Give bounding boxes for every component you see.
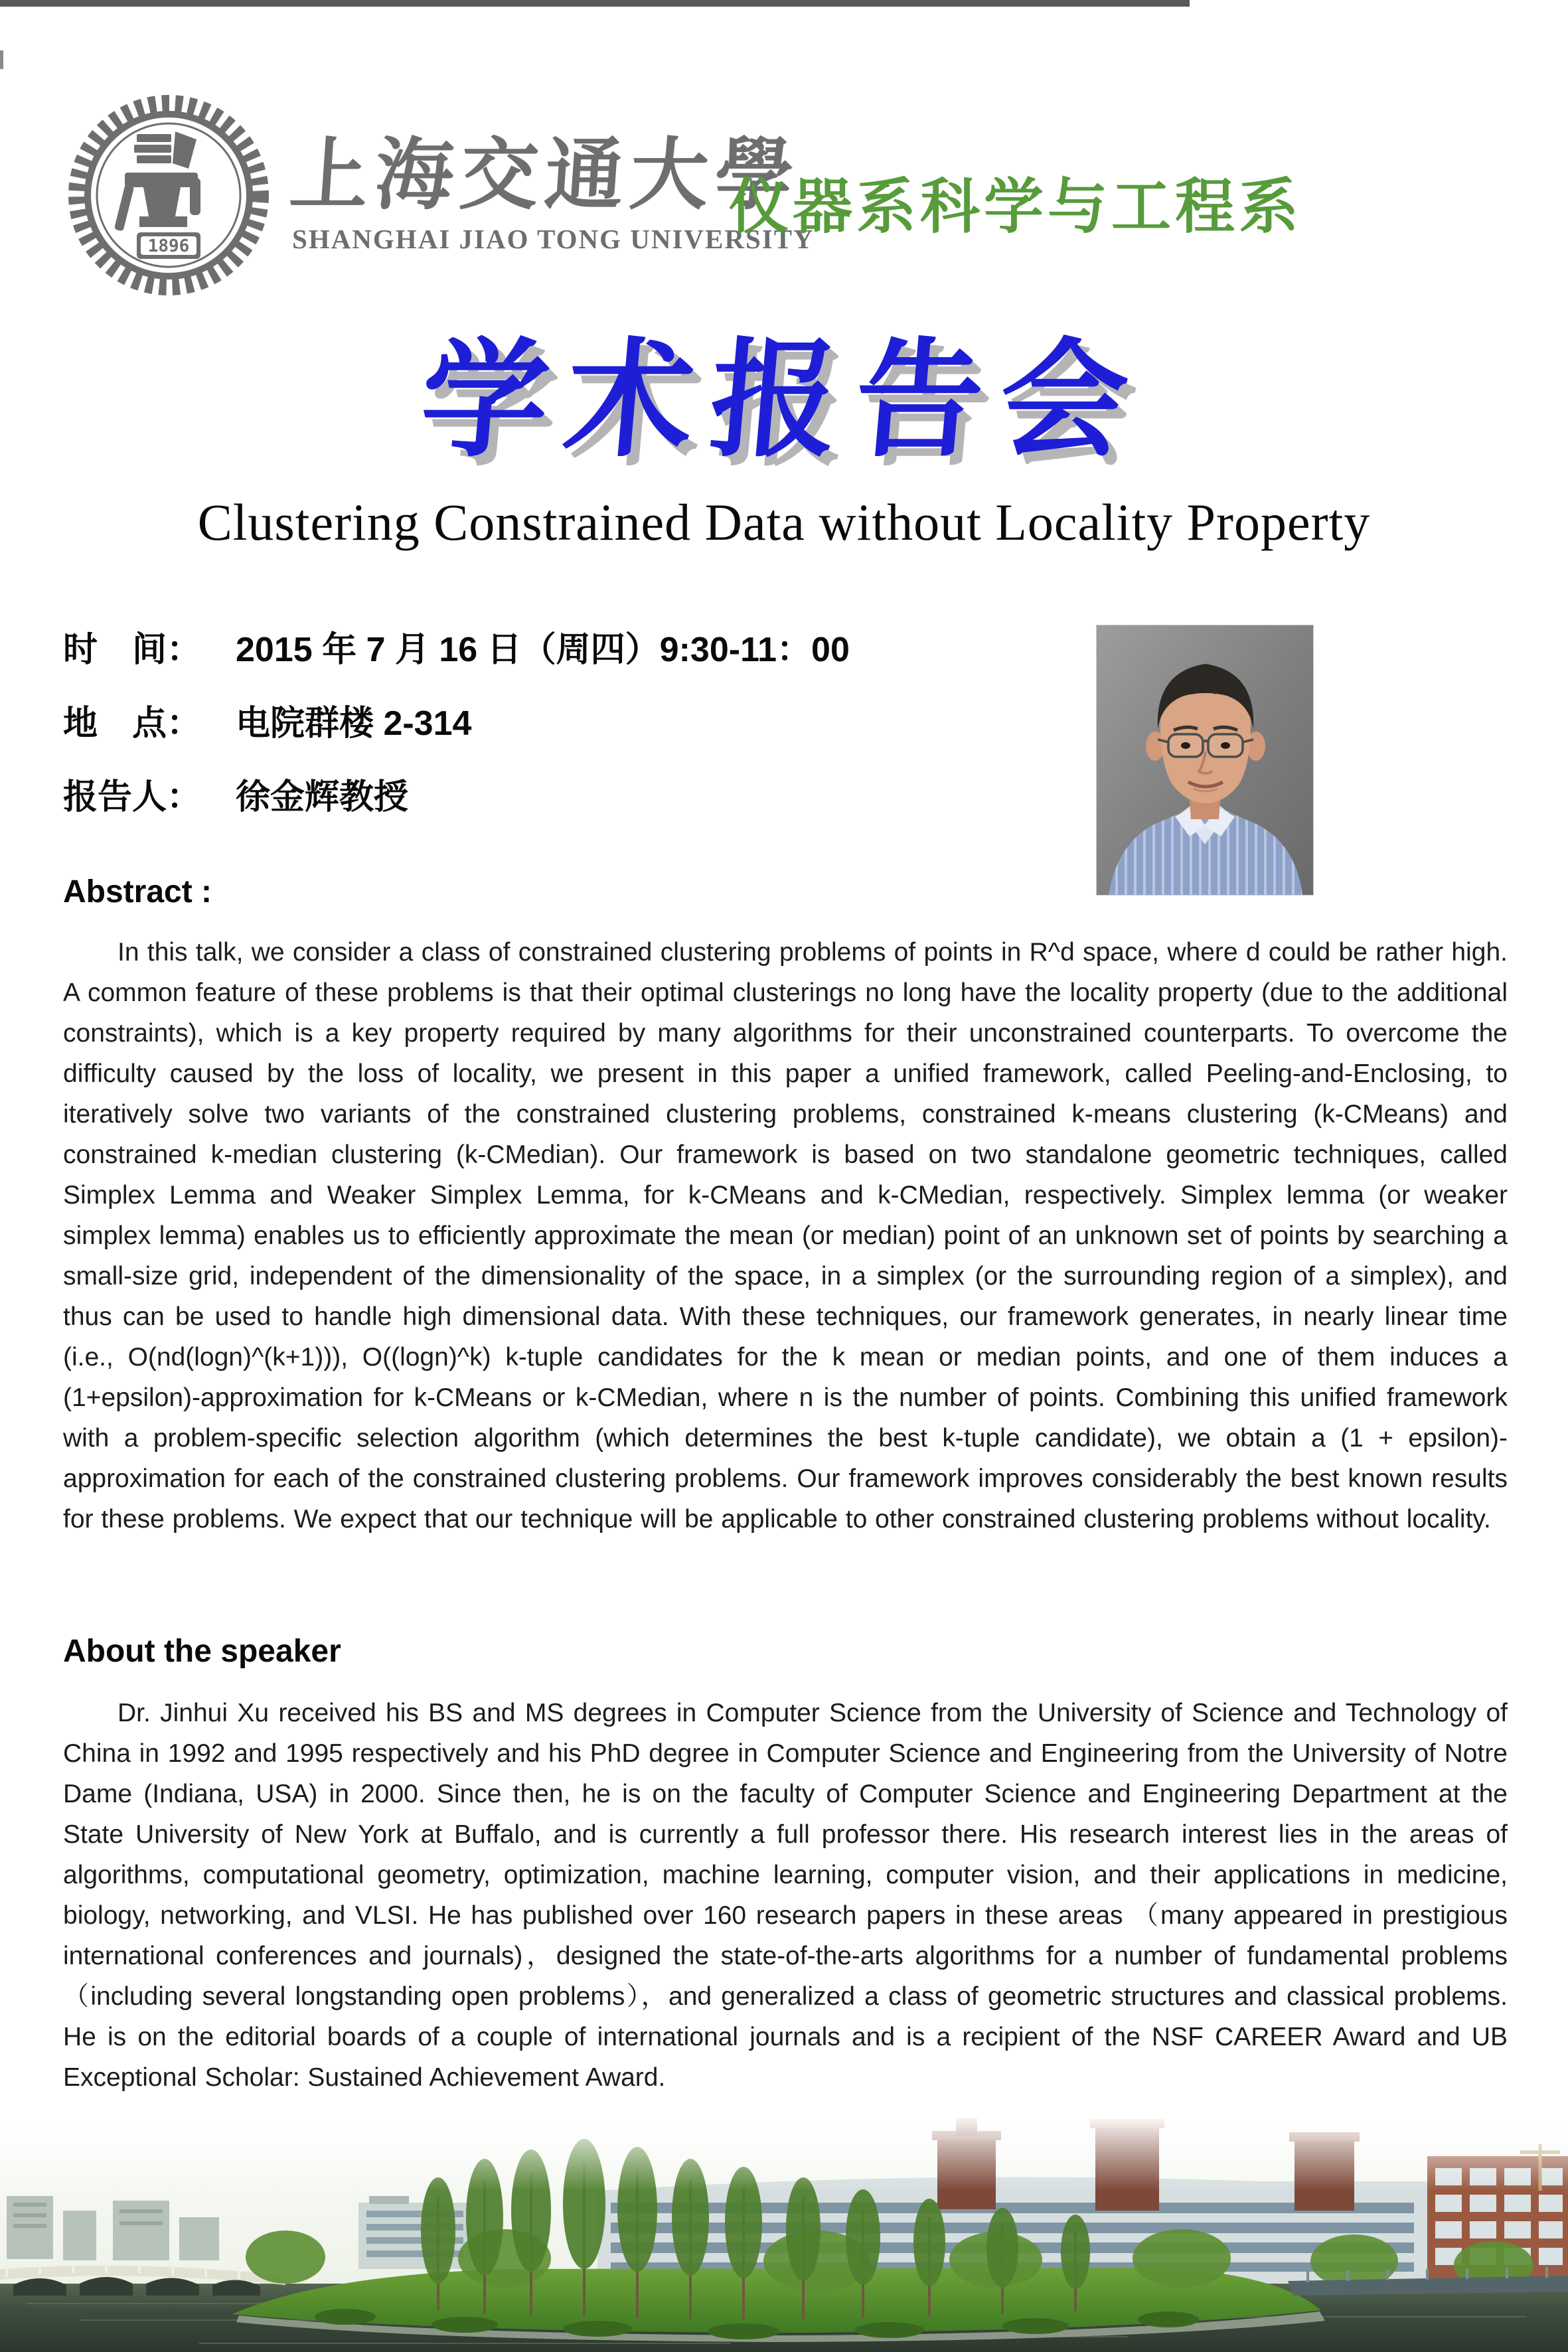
speaker-label: 报告人：	[63, 778, 202, 817]
speaker-portrait-image	[1097, 625, 1313, 895]
time-row	[63, 629, 850, 670]
talk-info-block	[63, 629, 850, 818]
abstract-heading: Abstract :	[63, 874, 212, 909]
speaker-row	[63, 777, 850, 818]
venue-row	[63, 703, 850, 744]
about-speaker-body: Dr. Jinhui Xu received his BS and MS degrees in Computer Science from the University of Science and Technology of China in 1992 and 1995 respectively and his PhD degree in Computer Science and Engineering from the University of Notre Dame (Indiana, USA) in 2000. Since then, he is on the faculty of Computer Science and Engineering Department at the State University of New York at Buffalo, and is currently a full professor there. His research interest lies in the areas of algorithms, computational geometry, optimization, machine learning, computer vision, and their applications in medicine, biology, networking, and VLSI. He has published over 160 research papers in these areas （many appeared in prestigious international conferences and journals)，designed the state-of-the-arts algorithms for a number of fundamental problems （including several longstanding open problems），and generalized a class of geometric structures and classical problems. He is on the editorial boards of a couple of international journals and is a recipient of the NSF CAREER Award and UB Exceptional Scholar: Sustained Achievement Award.	[63, 1699, 1508, 2092]
department-title: 仪器系科学与工程系	[729, 174, 1302, 240]
campus-photo-image	[0, 2118, 1568, 2352]
left-edge-mark	[0, 50, 3, 69]
sjtu-gear-emblem-icon	[58, 92, 279, 299]
abstract-body: In this talk, we consider a class of constrained clustering problems of points in R^d space, where d could be rather high. A common feature of these problems is that their optimal clusterings no long have the locality property (due to the additional constraints), which is a key property required by many algorithms for their unconstrained counterparts. To overcome the difficulty caused by the loss of locality, we present in this paper a unified framework, called Peeling-and-Enclosing, to iteratively solve two variants of the constrained clustering problems, constrained k-means clustering (k-CMeans) and constrained k-median clustering (k-CMedian). Our framework is based on two standalone geometric techniques, called Simplex Lemma and Weaker Simplex Lemma, for k-CMeans and k-CMedian, respectively. Simplex lemma (or weaker simplex lemma) enables us to efficiently approximate the mean (or median) point of an unknown set of points by searching a small-size grid, independent of the dimensionality of the space, in a simplex (or the surrounding region of a simplex), and thus can be used to handle high dimensional data. With these techniques, our framework generates, in nearly linear time (i.e., O(nd(logn)^(k+1))), O((logn)^k) k-tuple candidates for the k mean or median points, and one of them induces a (1+epsilon)-approximation for k-CMeans or k-CMedian, where n is the number of points. Combining this unified framework with a problem-specific selection algorithm (which determines the best k-tuple candidate), we obtain a (1 + epsilon)-approximation for each of the constrained clustering problems. Our framework improves considerably the best known results for these problems. We expect that our technique will be applicable to other constrained clustering problems without locality.	[63, 938, 1508, 1533]
sjtu-logo	[58, 92, 279, 299]
logo-year: 1896	[147, 236, 190, 256]
time-label: 时 间：	[63, 631, 202, 669]
talk-title: Clustering Constrained Data without Locality Property	[197, 493, 1371, 551]
about-speaker-heading: About the speaker	[63, 1634, 341, 1669]
campus-photo	[0, 2118, 1568, 2352]
seminar-banner-title: 学术报告会	[415, 329, 1151, 471]
speaker-value: 徐金辉教授	[236, 778, 409, 817]
university-name-en: SHANGHAI JIAO TONG UNIVERSITY	[292, 224, 815, 254]
top-accent-bar	[0, 0, 1190, 7]
university-name-zh: 上海交通大學	[287, 132, 803, 219]
venue-label: 地 点：	[63, 704, 202, 743]
speaker-photo	[1097, 625, 1313, 895]
venue-value: 电院群楼 2-314	[236, 704, 472, 743]
time-value: 2015 年 7 月 16 日（周四）9:30-11：00	[236, 631, 850, 669]
